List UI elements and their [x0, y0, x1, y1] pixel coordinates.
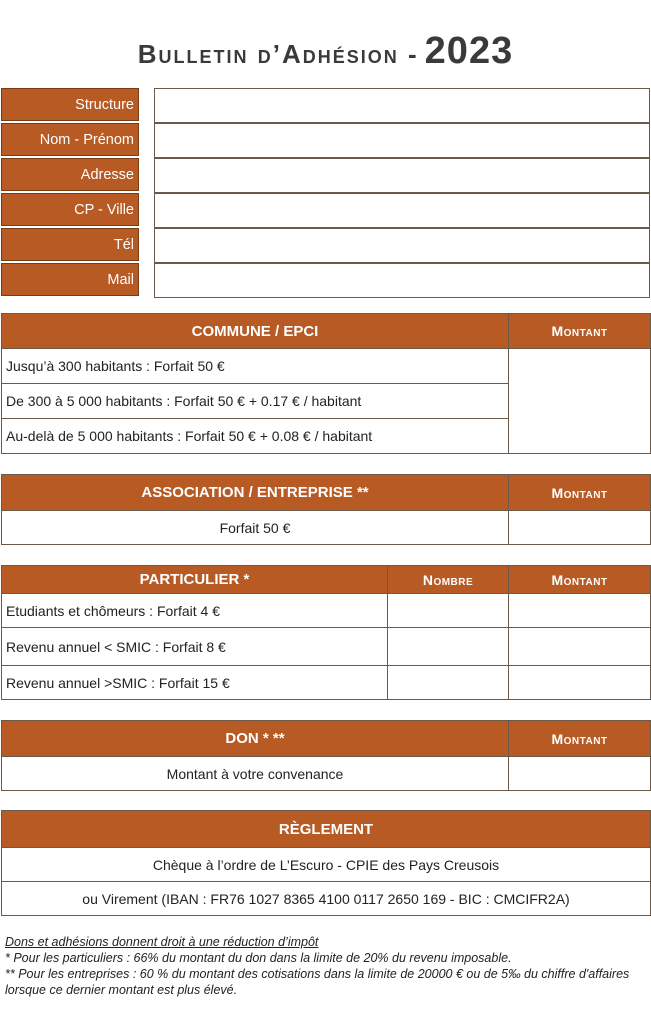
field-label-structure: Structure	[1, 88, 139, 121]
association-row: Forfait 50 €	[2, 511, 509, 545]
reglement-row-1: Chèque à l’ordre de L’Escuro - CPIE des Pays Creusois	[2, 848, 651, 882]
title-year: 2023	[424, 30, 514, 72]
association-amount-header: Montant	[509, 475, 651, 511]
page-title	[0, 30, 651, 73]
tel-field[interactable]	[154, 228, 650, 263]
particulier-count-cell-3[interactable]	[388, 666, 509, 700]
particulier-row-3: Revenu annuel >SMIC : Forfait 15 €	[2, 666, 388, 700]
don-header: DON * **	[2, 721, 509, 757]
cp-ville-field[interactable]	[154, 193, 650, 228]
commune-table	[1, 313, 651, 454]
particulier-table	[1, 565, 651, 700]
particulier-header: PARTICULIER *	[2, 566, 388, 594]
don-amount-header: Montant	[509, 721, 651, 757]
field-label-cp-ville: CP - Ville	[1, 193, 139, 226]
reglement-table	[1, 810, 651, 916]
field-label-nom-prenom: Nom - Prénom	[1, 123, 139, 156]
nom-prenom-field[interactable]	[154, 123, 650, 158]
notes-line-2: ** Pour les entreprises : 60 % du montant des cotisations dans la limite de 20000 € ou de 5‰ du chiffre d'affaires lorsque ce dernier montant est plus élevé.	[5, 967, 630, 997]
particulier-count-cell-1[interactable]	[388, 594, 509, 628]
reglement-row-2: ou Virement (IBAN : FR76 1027 8365 4100 0117 2650 169 - BIC : CMCIFR2A)	[2, 882, 651, 916]
notes-heading: Dons et adhésions donnent droit à une réduction d’impôt	[5, 935, 319, 949]
commune-row-2: De 300 à 5 000 habitants : Forfait 50 € + 0.17 € / habitant	[2, 384, 509, 419]
particulier-row-2: Revenu annuel < SMIC : Forfait 8 €	[2, 628, 388, 666]
field-label-adresse: Adresse	[1, 158, 139, 191]
commune-row-3: Au-delà de 5 000 habitants : Forfait 50 € + 0.08 € / habitant	[2, 419, 509, 454]
footnotes	[5, 934, 645, 998]
field-label-tel: Tél	[1, 228, 139, 261]
particulier-amount-header: Montant	[509, 566, 651, 594]
commune-row-1: Jusqu’à 300 habitants : Forfait 50 €	[2, 349, 509, 384]
adresse-field[interactable]	[154, 158, 650, 193]
association-table	[1, 474, 651, 545]
field-label-mail: Mail	[1, 263, 139, 296]
particulier-row-1: Etudiants et chômeurs : Forfait 4 €	[2, 594, 388, 628]
particulier-count-header: Nombre	[388, 566, 509, 594]
particulier-count-cell-2[interactable]	[388, 628, 509, 666]
title-text: Bulletin d’Adhésion -	[137, 39, 419, 69]
commune-header: COMMUNE / EPCI	[2, 314, 509, 349]
particulier-amount-cell-1[interactable]	[509, 594, 651, 628]
commune-amount-cell[interactable]	[509, 349, 651, 454]
don-amount-cell[interactable]	[509, 757, 651, 791]
don-row: Montant à votre convenance	[2, 757, 509, 791]
don-table	[1, 720, 651, 791]
commune-amount-header: Montant	[509, 314, 651, 349]
structure-field[interactable]	[154, 88, 650, 123]
notes-line-1: * Pour les particuliers : 66% du montant du don dans la limite de 20% du revenu imposable.	[5, 951, 512, 965]
particulier-amount-cell-2[interactable]	[509, 628, 651, 666]
mail-field[interactable]	[154, 263, 650, 298]
reglement-header: RÈGLEMENT	[2, 811, 651, 848]
association-header: ASSOCIATION / ENTREPRISE **	[2, 475, 509, 511]
particulier-amount-cell-3[interactable]	[509, 666, 651, 700]
association-amount-cell[interactable]	[509, 511, 651, 545]
